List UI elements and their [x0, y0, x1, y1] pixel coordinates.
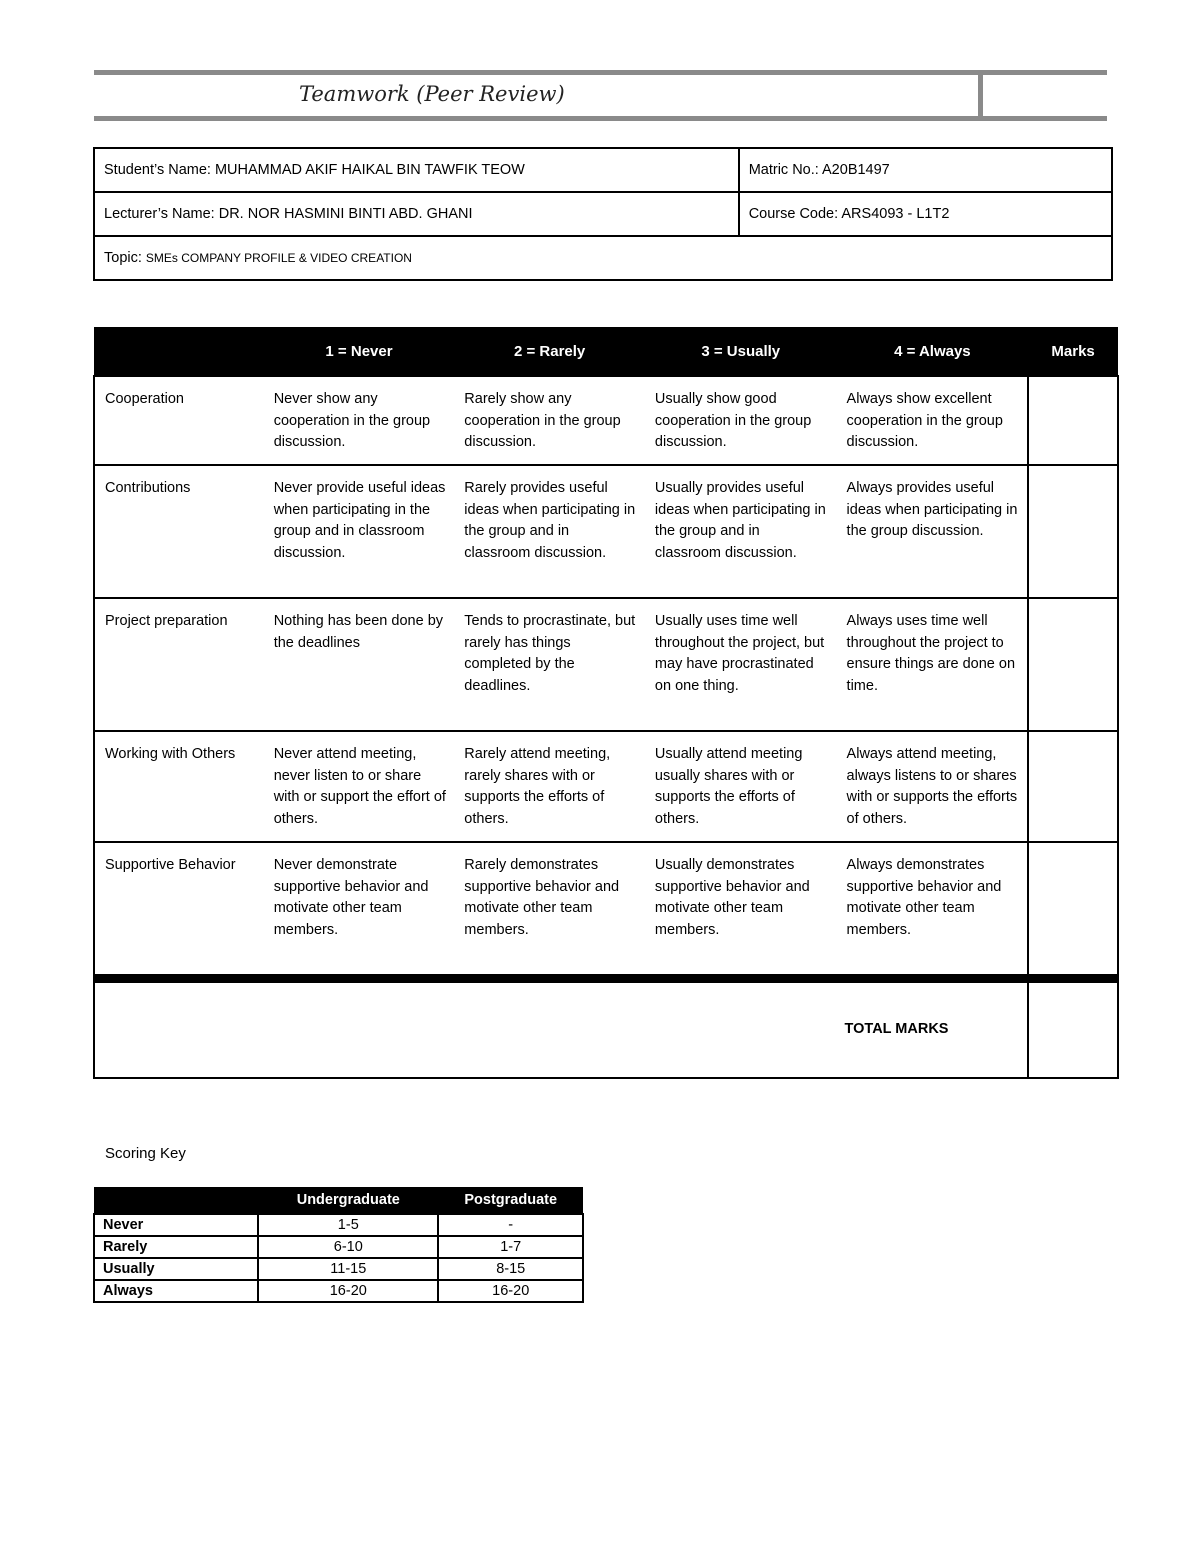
rarely-cell: Tends to procrastinate, but rarely has things completed by the deadlines.	[454, 598, 645, 731]
info-row-student	[94, 148, 1112, 192]
always-cell: Always uses time well throughout the project to ensure things are done on time.	[837, 598, 1029, 731]
usually-cell: Usually uses time well throughout the project, but may have procrastinated on one thing.	[645, 598, 837, 731]
rubric-header-always: 4 = Always	[837, 327, 1029, 376]
criterion-cell: Supportive Behavior	[94, 842, 264, 978]
scoring-key-label: Scoring Key	[105, 1145, 186, 1162]
rubric-row-cooperation	[94, 376, 1118, 465]
postgraduate-cell: 16-20	[438, 1280, 583, 1302]
lecturer-name-label: Lecturer’s Name:	[104, 206, 215, 222]
level-cell: Rarely	[94, 1236, 258, 1258]
postgraduate-cell: 1-7	[438, 1236, 583, 1258]
matric-no-value: A20B1497	[822, 162, 890, 178]
scoring-row-always	[94, 1280, 583, 1302]
rubric-row-contributions	[94, 465, 1118, 598]
undergraduate-cell: 16-20	[258, 1280, 438, 1302]
postgraduate-cell: 8-15	[438, 1258, 583, 1280]
total-marks-cell[interactable]	[1028, 978, 1118, 1078]
rubric-header-criterion	[94, 327, 264, 376]
always-cell: Always attend meeting, always listens to or shares with or supports the efforts of others.	[837, 731, 1029, 842]
scoring-row-never	[94, 1214, 583, 1236]
level-cell: Never	[94, 1214, 258, 1236]
title-bottom-rule	[94, 116, 1107, 121]
rarely-cell: Rarely provides useful ideas when participating in the group and in classroom discussion.	[454, 465, 645, 598]
usually-cell: Usually show good cooperation in the group discussion.	[645, 376, 837, 465]
never-cell: Never demonstrate supportive behavior and motivate other team members.	[264, 842, 455, 978]
rarely-cell: Rarely attend meeting, rarely shares with or supports the efforts of others.	[454, 731, 645, 842]
usually-cell: Usually attend meeting usually shares with or supports the efforts of others.	[645, 731, 837, 842]
rubric-header-marks: Marks	[1028, 327, 1118, 376]
undergraduate-cell: 1-5	[258, 1214, 438, 1236]
criterion-cell: Project preparation	[94, 598, 264, 731]
criterion-cell: Contributions	[94, 465, 264, 598]
undergraduate-cell: 11-15	[258, 1258, 438, 1280]
course-code-value: ARS4093 - L1T2	[841, 206, 950, 222]
title-band	[94, 70, 1107, 122]
student-info-table	[93, 147, 1113, 281]
usually-cell: Usually demonstrates supportive behavior and motivate other team members.	[645, 842, 837, 978]
rarely-cell: Rarely demonstrates supportive behavior and motivate other team members.	[454, 842, 645, 978]
title-divider	[978, 73, 983, 118]
matric-no-label: Matric No.:	[748, 162, 819, 178]
rubric-row-working-with-others	[94, 731, 1118, 842]
marks-cell[interactable]	[1028, 731, 1118, 842]
criterion-cell: Cooperation	[94, 376, 264, 465]
marks-cell[interactable]	[1028, 842, 1118, 978]
rubric-row-project-preparation	[94, 598, 1118, 731]
level-cell: Usually	[94, 1258, 258, 1280]
info-row-topic	[94, 236, 1112, 280]
scoring-row-rarely	[94, 1236, 583, 1258]
rubric-header-row	[94, 327, 1118, 376]
usually-cell: Usually provides useful ideas when participating in the group and in classroom discussion.	[645, 465, 837, 598]
marks-cell[interactable]	[1028, 376, 1118, 465]
never-cell: Never show any cooperation in the group discussion.	[264, 376, 455, 465]
total-spacer-cell	[94, 978, 837, 1078]
info-row-lecturer	[94, 192, 1112, 236]
scoring-header-undergraduate: Undergraduate	[258, 1187, 438, 1214]
rubric-total-row	[94, 978, 1118, 1078]
lecturer-name-cell	[94, 192, 739, 236]
title-top-rule	[94, 70, 1107, 75]
matric-no-cell	[739, 148, 1112, 192]
document-title: Teamwork (Peer Review)	[299, 82, 565, 106]
postgraduate-cell: -	[438, 1214, 583, 1236]
never-cell: Never provide useful ideas when participating in the group and in classroom discussion.	[264, 465, 455, 598]
total-marks-label: TOTAL MARKS	[837, 978, 1029, 1078]
scoring-header-level	[94, 1187, 258, 1214]
never-cell: Nothing has been done by the deadlines	[264, 598, 455, 731]
always-cell: Always show excellent cooperation in the group discussion.	[837, 376, 1029, 465]
student-name-cell	[94, 148, 739, 192]
criterion-cell: Working with Others	[94, 731, 264, 842]
course-code-cell	[739, 192, 1112, 236]
rarely-cell: Rarely show any cooperation in the group discussion.	[454, 376, 645, 465]
marks-cell[interactable]	[1028, 598, 1118, 731]
undergraduate-cell: 6-10	[258, 1236, 438, 1258]
student-name-value: MUHAMMAD AKIF HAIKAL BIN TAWFIK TEOW	[214, 162, 525, 178]
never-cell: Never attend meeting, never listen to or share with or support the effort of others.	[264, 731, 455, 842]
scoring-header-postgraduate: Postgraduate	[438, 1187, 583, 1214]
scoring-key-table	[93, 1187, 584, 1303]
lecturer-name-value: DR. NOR HASMINI BINTI ABD. GHANI	[218, 206, 473, 222]
course-code-label: Course Code:	[748, 206, 839, 222]
rubric-header-usually: 3 = Usually	[645, 327, 837, 376]
topic-cell	[94, 236, 1112, 280]
always-cell: Always provides useful ideas when participating in the group discussion.	[837, 465, 1029, 598]
marks-cell[interactable]	[1028, 465, 1118, 598]
rubric-row-supportive-behavior	[94, 842, 1118, 978]
topic-label: Topic:	[104, 250, 142, 266]
rubric-header-never: 1 = Never	[264, 327, 455, 376]
scoring-row-usually	[94, 1258, 583, 1280]
rubric-table	[93, 327, 1119, 1079]
always-cell: Always demonstrates supportive behavior and motivate other team members.	[837, 842, 1029, 978]
rubric-header-rarely: 2 = Rarely	[454, 327, 645, 376]
scoring-header-row	[94, 1187, 583, 1214]
level-cell: Always	[94, 1280, 258, 1302]
topic-value: SMEs COMPANY PROFILE & VIDEO CREATION	[145, 251, 412, 265]
student-name-label: Student’s Name:	[104, 162, 211, 178]
